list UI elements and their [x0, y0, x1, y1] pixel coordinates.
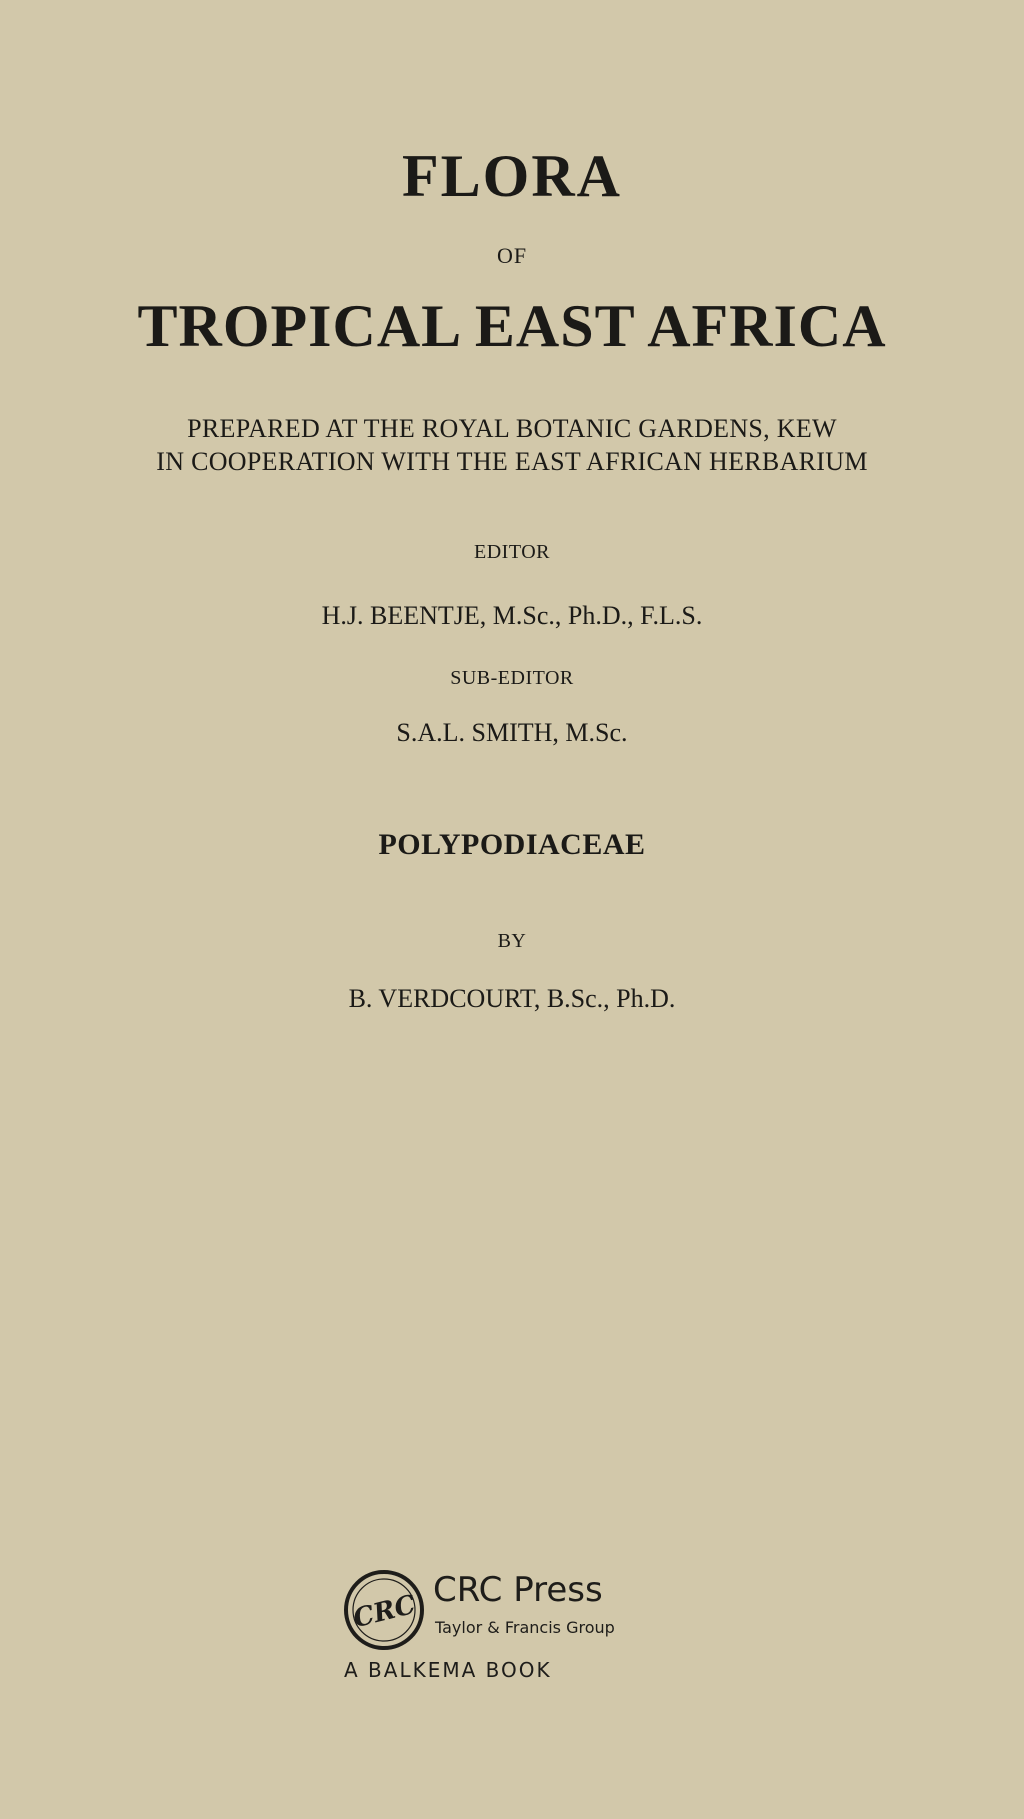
author-label: BY	[497, 930, 527, 952]
preparation-line-2: IN COOPERATION WITH THE EAST AFRICAN HERBARIUM	[156, 447, 868, 476]
publisher-logo-block	[342, 1566, 642, 1686]
preparation-statement	[0, 412, 1024, 478]
sub-editor-name: S.A.L. SMITH, M.Sc.	[396, 718, 628, 747]
editor-name: H.J. BEENTJE, M.Sc., Ph.D., F.L.S.	[321, 601, 703, 630]
editor-label: EDITOR	[474, 541, 550, 563]
publisher-name: CRC Press	[433, 1570, 603, 1610]
publisher-group: Taylor & Francis Group	[435, 1618, 615, 1637]
preparation-line-1: PREPARED AT THE ROYAL BOTANIC GARDENS, KEW	[187, 414, 837, 443]
family-title: POLYPODIACEAE	[378, 828, 646, 861]
publisher-imprint: A BALKEMA BOOK	[344, 1658, 552, 1682]
crc-logo-icon	[342, 1568, 426, 1652]
title-main: FLORA	[402, 143, 622, 209]
crc-logo-text: CRC	[350, 1589, 419, 1635]
title-region: TROPICAL EAST AFRICA	[137, 293, 887, 359]
sub-editor-label: SUB-EDITOR	[450, 667, 574, 689]
author-name: B. VERDCOURT, B.Sc., Ph.D.	[348, 984, 676, 1013]
title-connector: OF	[496, 243, 528, 268]
